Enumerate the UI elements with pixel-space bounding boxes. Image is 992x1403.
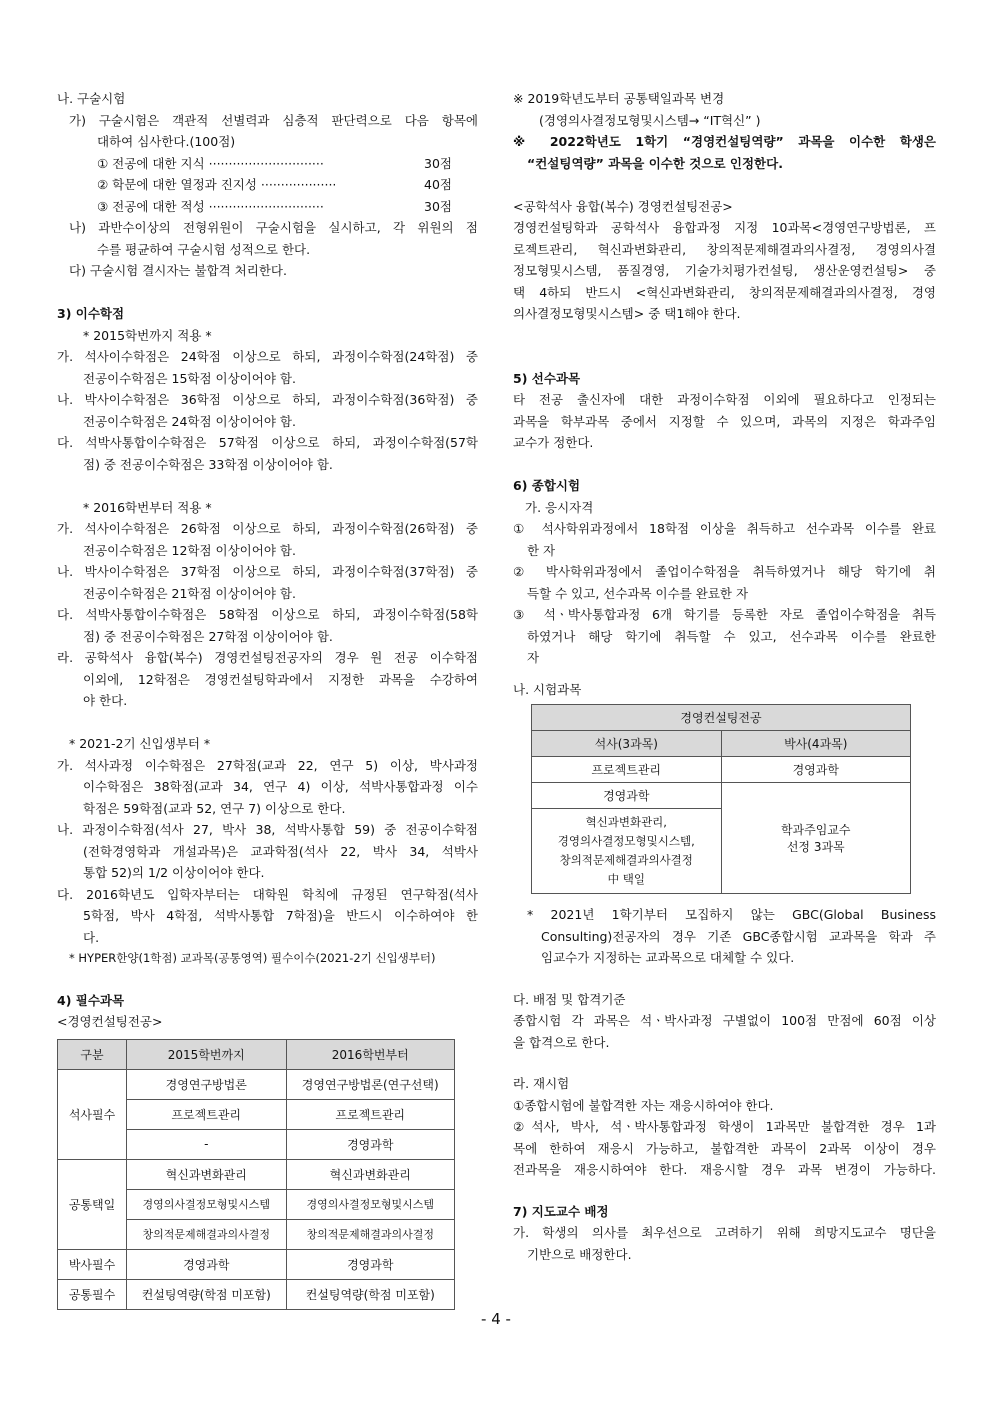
fusion-line: 경영컨설팅학과 공학석사 융합과정 지정 10과목<경영연구방법론, 프 xyxy=(513,220,936,235)
table-cell xyxy=(721,783,911,894)
note-line: “컨설팅역량” 과목을 이수한 것으로 인정한다. xyxy=(527,155,783,171)
prerequisite-line: 타 전공 출신자에 대한 과정이수학점 이외에 필요하다고 인정되는 xyxy=(513,392,936,407)
eligibility-line: 한 자 xyxy=(527,542,556,558)
credits-line: 다. 석박사통합이수학점은 57학점 이상으로 하되, 과정이수학점(57학 xyxy=(57,435,478,450)
table-header-cell: 석사(3과목) xyxy=(532,731,722,757)
credits-line: 다. xyxy=(83,929,100,945)
table-row-label: 박사필수 xyxy=(58,1249,127,1279)
table-cell: 컨설팅역량(학점 미포함) xyxy=(127,1279,287,1309)
credits-line: 이수학점은 38학점(교과 34, 연구 4) 이상, 석박사통합과정 이수 xyxy=(83,779,478,794)
credits-line: 점) 중 전공이수학점은 33학점 이상이어야 함. xyxy=(83,456,333,472)
comprehensive-exam-heading: 6) 종합시험 xyxy=(513,478,581,493)
table-header-cell: 2015학번까지 xyxy=(127,1039,287,1069)
table-cell: 혁신과변화관리 xyxy=(127,1159,287,1189)
table-header-cell: 박사(4과목) xyxy=(721,731,911,757)
table-header-cell: 경영컨설팅전공 xyxy=(532,705,911,731)
credits-line: 가. 석사이수학점은 26학점 이상으로 하되, 과정이수학점(26학점) 중 xyxy=(57,521,478,536)
oral-item-label: ② 학문에 대한 열정과 진지성 ··················· xyxy=(97,177,337,192)
fusion-line: 의사결정모형및시스템> 중 택1해야 한다. xyxy=(513,306,741,321)
credits-line: 5학점, 박사 4학점, 석박사통합 7학점)을 반드시 이수하여야 한 xyxy=(83,908,478,923)
cell-line: 선정 3과목 xyxy=(786,840,845,854)
exam-subjects-heading: 나. 시험과목 xyxy=(513,681,582,697)
credits-line: 다. 석박사통합이수학점은 58학점 이상으로 하되, 과정이수학점(58학 xyxy=(57,607,478,622)
passing-line: 종합시험 각 과목은 석ㆍ박사과정 구별없이 100점 만점에 60점 이상 xyxy=(513,1013,936,1028)
table-cell: 경영과학 xyxy=(127,1249,287,1279)
credits-heading: 3) 이수학점 xyxy=(57,306,125,321)
gbc-note-line: * 2021년 1학기부터 모집하지 않는 GBC(Global Business xyxy=(527,907,936,922)
cell-line: 혁신과변화관리, xyxy=(585,815,667,829)
table-cell: 경영과학 xyxy=(286,1249,455,1279)
table-cell: 프로젝트관리 xyxy=(286,1099,455,1129)
retest-line: ②석사, 박사, 석ㆍ박사통합과정 학생이 1과목만 불합격한 경우 1과 xyxy=(513,1119,936,1134)
table-cell: 프로젝트관리 xyxy=(127,1099,287,1129)
credits-line: 이외에, 12학점은 경영컨설팅학과에서 지정한 과목을 수강하여 xyxy=(83,671,478,687)
oral-exam-item xyxy=(57,196,452,218)
credits-line: 야 한다. xyxy=(83,693,128,708)
note-line: ※ 2019학년도부터 공통택일과목 변경 xyxy=(513,91,725,106)
credits-line: 나. 박사이수학점은 36학점 이상으로 하되, 과정이수학점(36학점) 중 xyxy=(57,392,478,407)
table-cell xyxy=(532,809,722,894)
fusion-line: 로젝트관리, 혁신과변화관리, 창의적문제해결과의사결정, 경영의사결 xyxy=(513,241,936,257)
table-cell: 경영의사결정모형및시스템 xyxy=(127,1189,287,1219)
oral-exam-heading: 나. 구술시험 xyxy=(57,91,126,106)
table-cell: 혁신과변화관리 xyxy=(286,1159,455,1189)
table-cell: 경영과학 xyxy=(532,783,722,809)
fusion-line: 택 4하되 반드시 <혁신과변화관리, 창의적문제해결과의사결정, 경영 xyxy=(513,284,936,300)
page-number: - 4 - xyxy=(481,1310,511,1328)
oral-exam-line: 대하여 심사한다.(100점) xyxy=(97,134,236,149)
credits-line: 나. 박사이수학점은 37학점 이상으로 하되, 과정이수학점(37학점) 중 xyxy=(57,564,478,579)
note-line: ※ 2022학년도 1학기 “경영컨설팅역량” 과목을 이수한 학생은 xyxy=(513,134,936,149)
required-courses-table xyxy=(57,1039,455,1310)
exam-subjects-table xyxy=(531,704,911,894)
table-cell: 프로젝트관리 xyxy=(532,757,722,783)
eligibility-heading: 가. 응시자격 xyxy=(525,499,594,515)
credits-line: (전학경영학과 개설과목)은 교과학점(석사 22, 박사 34, 석박사 xyxy=(83,843,478,859)
table-cell: 경영의사결정모형및시스템 xyxy=(286,1189,455,1219)
credits-note: * HYPER한양(1학점) 교과목(공통영역) 필수이수(2021-2기 신입생부터) xyxy=(69,951,436,965)
left-column xyxy=(57,88,478,1316)
right-column xyxy=(513,88,936,1265)
table-cell: 경영과학 xyxy=(721,757,911,783)
passing-heading: 다. 배점 및 합격기준 xyxy=(513,991,626,1007)
credits-subheading: * 2021-2기 신입생부터 * xyxy=(69,736,211,751)
oral-item-score: 30점 xyxy=(424,198,452,214)
gbc-note-line: Consulting)전공자의 경우 기존 GBC종합시험 교과목을 학과 주 xyxy=(541,928,936,944)
gbc-note-line: 임교수가 지정하는 교과목으로 대체할 수 있다. xyxy=(541,950,795,965)
cell-line: 학과주임교수 xyxy=(780,823,851,837)
passing-line: 을 합격으로 한다. xyxy=(513,1034,610,1050)
note-line: (경영의사결정모형및시스템→ “IT혁신” ) xyxy=(539,112,761,128)
eligibility-line: ① 석사학위과정에서 18학점 이상을 취득하고 선수과목 이수를 완료 xyxy=(513,521,936,536)
prerequisite-heading: 5) 선수과목 xyxy=(513,370,581,386)
oral-exam-line: 다) 구술시험 결시자는 불합격 처리한다. xyxy=(69,263,287,278)
table-cell: 경영연구방법론 xyxy=(127,1069,287,1099)
table-cell: 컨설팅역량(학점 미포함) xyxy=(286,1279,455,1309)
table-row-label: 석사필수 xyxy=(58,1069,127,1159)
oral-exam-line: 나) 과반수이상의 전형위원이 구술시험을 실시하고, 각 위원의 점 xyxy=(69,220,478,235)
credits-line: 전공이수학점은 15학점 이상이어야 함. xyxy=(83,370,296,386)
table-cell: 창의적문제해결과의사결정 xyxy=(286,1219,455,1249)
table-cell: 경영연구방법론(연구선택) xyxy=(286,1069,455,1099)
advisor-line: 가. 학생의 의사를 최우선으로 고려하기 위해 희망지도교수 명단을 xyxy=(513,1225,936,1240)
table-header-cell: 2016학번부터 xyxy=(286,1039,455,1069)
retest-heading: 라. 재시험 xyxy=(513,1076,570,1091)
advisor-heading: 7) 지도교수 배정 xyxy=(513,1203,609,1219)
oral-exam-item xyxy=(57,153,452,175)
credits-line: 전공이수학점은 12학점 이상이어야 함. xyxy=(83,542,296,558)
credits-line: 가. 석사이수학점은 24학점 이상으로 하되, 과정이수학점(24학점) 중 xyxy=(57,349,478,364)
required-subheading: <경영컨설팅전공> xyxy=(57,1014,163,1029)
table-row-label: 공통필수 xyxy=(58,1279,127,1309)
retest-line: 목에 한하여 재응시 가능하고, 불합격한 과목이 2과목 이상이 경우 xyxy=(513,1140,936,1156)
eligibility-line: 하였거나 해당 학기에 취득할 수 있고, 선수과목 이수를 완료한 xyxy=(527,628,936,644)
cell-line: 경영의사결정모형및시스템, xyxy=(557,834,695,848)
credits-line: 다. 2016학년도 입학자부터는 대학원 학칙에 규정된 연구학점(석사 xyxy=(57,886,478,902)
oral-item-score: 30점 xyxy=(424,155,452,171)
cell-line: 창의적문제해결과의사결정 xyxy=(559,853,693,867)
credits-line: 가. 석사과정 이수학점은 27학점(교과 22, 연구 5) 이상, 박사과정 xyxy=(57,757,478,773)
oral-exam-line: 가) 구술시험은 객관적 선별력과 심층적 판단력으로 다음 항목에 xyxy=(69,112,478,128)
eligibility-line: ② 박사학위과정에서 졸업이수학점을 취득하였거나 해당 학기에 취 xyxy=(513,564,936,579)
table-row-label: 공통택일 xyxy=(58,1159,127,1249)
fusion-line: 정모형및시스템, 품질경영, 기술가치평가컨설팅, 생산운영컨설팅> 중 xyxy=(513,263,936,278)
eligibility-line: ③ 석ㆍ박사통합과정 6개 학기를 등록한 자로 졸업이수학점을 취득 xyxy=(513,607,936,622)
oral-item-label: ① 전공에 대한 지식 ····························· xyxy=(97,155,324,171)
fusion-heading: <공학석사 융합(복수) 경영컨설팅전공> xyxy=(513,198,733,214)
eligibility-line: 득할 수 있고, 선수과목 이수를 완료한 자 xyxy=(527,585,749,601)
prerequisite-line: 과목을 학부과목 중에서 지정할 수 있으며, 과목의 지정은 학과주임 xyxy=(513,413,936,429)
cell-line: 中 택일 xyxy=(607,872,645,886)
oral-item-score: 40점 xyxy=(424,177,452,192)
table-header-cell: 구분 xyxy=(58,1039,127,1069)
retest-line: ①종합시험에 불합격한 자는 재응시하여야 한다. xyxy=(513,1097,774,1113)
oral-exam-item xyxy=(57,174,452,196)
oral-item-label: ③ 전공에 대한 적성 ····························· xyxy=(97,198,324,214)
table-cell: 경영과학 xyxy=(286,1129,455,1159)
required-heading: 4) 필수과목 xyxy=(57,992,125,1008)
credits-subheading: * 2015학번까지 적용 * xyxy=(83,327,212,343)
credits-line: 통합 52)의 1/2 이상이어야 한다. xyxy=(83,865,265,880)
credits-line: 전공이수학점은 21학점 이상이어야 함. xyxy=(83,585,296,601)
credits-line: 나. 과정이수학점(석사 27, 박사 38, 석박사통합 59) 중 전공이수학점 xyxy=(57,822,478,837)
retest-line: 전과목을 재응시하여야 한다. 재응시할 경우 과목 변경이 가능하다. xyxy=(513,1162,936,1177)
table-cell: 창의적문제해결과의사결정 xyxy=(127,1219,287,1249)
prerequisite-line: 교수가 정한다. xyxy=(513,435,594,450)
table-cell: - xyxy=(127,1129,287,1159)
credits-line: 점) 중 전공이수학점은 27학점 이상이어야 함. xyxy=(83,628,333,644)
eligibility-line: 자 xyxy=(527,650,540,665)
advisor-line: 기반으로 배정한다. xyxy=(527,1246,632,1262)
credits-subheading: * 2016학번부터 적용 * xyxy=(83,499,212,515)
credits-line: 라. 공학석사 융합(복수) 경영컨설팅전공자의 경우 원 전공 이수학점 xyxy=(57,650,478,665)
oral-exam-line: 수를 평균하여 구술시험 성적으로 한다. xyxy=(97,241,311,257)
credits-line: 학점은 59학점(교과 52, 연구 7) 이상으로 한다. xyxy=(83,800,346,816)
credits-line: 전공이수학점은 24학점 이상이어야 함. xyxy=(83,413,296,429)
